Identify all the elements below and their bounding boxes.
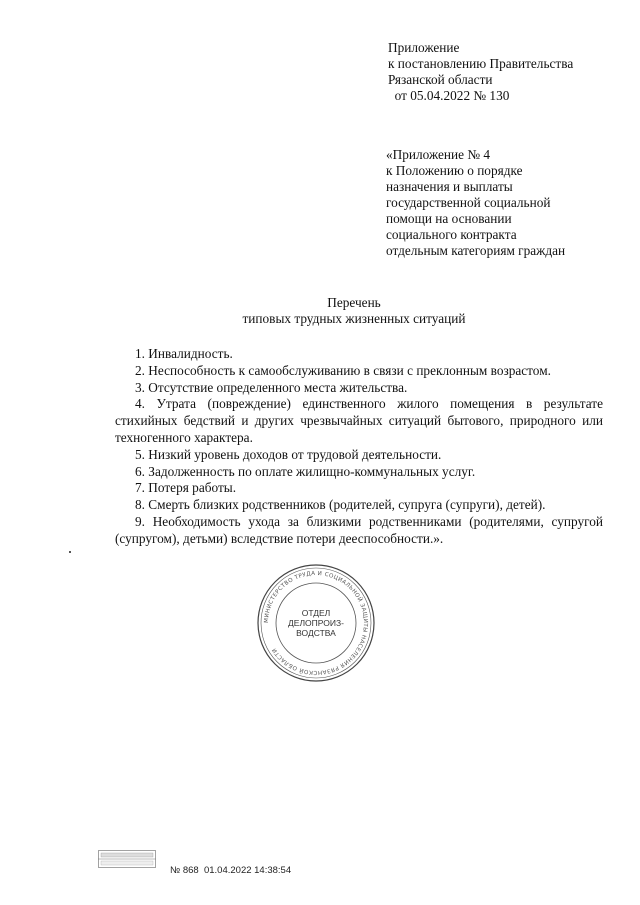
document-subtitle: типовых трудных жизненных ситуаций [242, 311, 466, 326]
stamp-line: ОТДЕЛ [301, 608, 331, 618]
scan-speck [69, 551, 71, 553]
stamp-ring-text: МИНИСТЕРСТВО ТРУДА И СОЦИАЛЬНОЙ ЗАЩИТЫ НАСЕЛЕНИЯ РЯЗАНСКОЙ ОБЛАСТИ [263, 570, 369, 676]
appendix4-line: к Положению о порядке [386, 163, 523, 178]
list-item: 6. Задолженность по оплате жилищно-коммунальных услуг. [135, 463, 476, 479]
appendix-line: к постановлению Правительства [388, 56, 574, 71]
list-item: 2. Неспособность к самообслуживанию в связи с преклонным возрастом. [135, 362, 551, 378]
appendix4-line: государственной социальной [386, 195, 551, 210]
list-item: 7. Потеря работы. [135, 480, 237, 496]
appendix4-line: назначения и выплаты [386, 179, 513, 194]
list-item: 1. Инвалидность. [135, 346, 233, 361]
office-stamp [255, 562, 377, 684]
registration-number: № 868 01.04.2022 14:38:54 [170, 865, 292, 876]
document-title: Перечень [327, 295, 381, 310]
appendix4-line: отдельным категориям граждан [386, 243, 566, 258]
appendix-line: от 05.04.2022 № 130 [388, 88, 510, 103]
stamp-line: ВОДСТВА [296, 628, 336, 638]
list-item: 9. Необходимость ухода за близкими родственниками (родителями, супругой (супругом), детьми) вследствие потери дееспособности.». [115, 513, 603, 546]
list-item: 3. Отсутствие определенного места жительства. [135, 379, 408, 395]
appendix4-line: помощи на основании [386, 211, 512, 226]
stamp-line: ДЕЛОПРОИЗ- [288, 618, 344, 628]
list-item: 8. Смерть близких родственников (родителей, супруга (супруги), детей). [135, 497, 546, 513]
appendix4-header [386, 147, 565, 259]
stamp-center [255, 562, 377, 684]
appendix-header [388, 40, 573, 104]
registry-logo [98, 850, 156, 868]
appendix-line: Рязанской области [388, 72, 493, 87]
appendix-line: Приложение [388, 40, 460, 55]
appendix4-line: социального контракта [386, 227, 517, 242]
appendix4-line: «Приложение № 4 [386, 147, 490, 162]
situations-list [115, 346, 603, 548]
list-item: 5. Низкий уровень доходов от трудовой деятельности. [135, 446, 442, 462]
list-item: 4. Утрата (повреждение) единственного жилого помещения в результате стихийных бедствий и других чрезвычайных ситуаций бытового, природного или техногенного характера. [115, 396, 603, 445]
